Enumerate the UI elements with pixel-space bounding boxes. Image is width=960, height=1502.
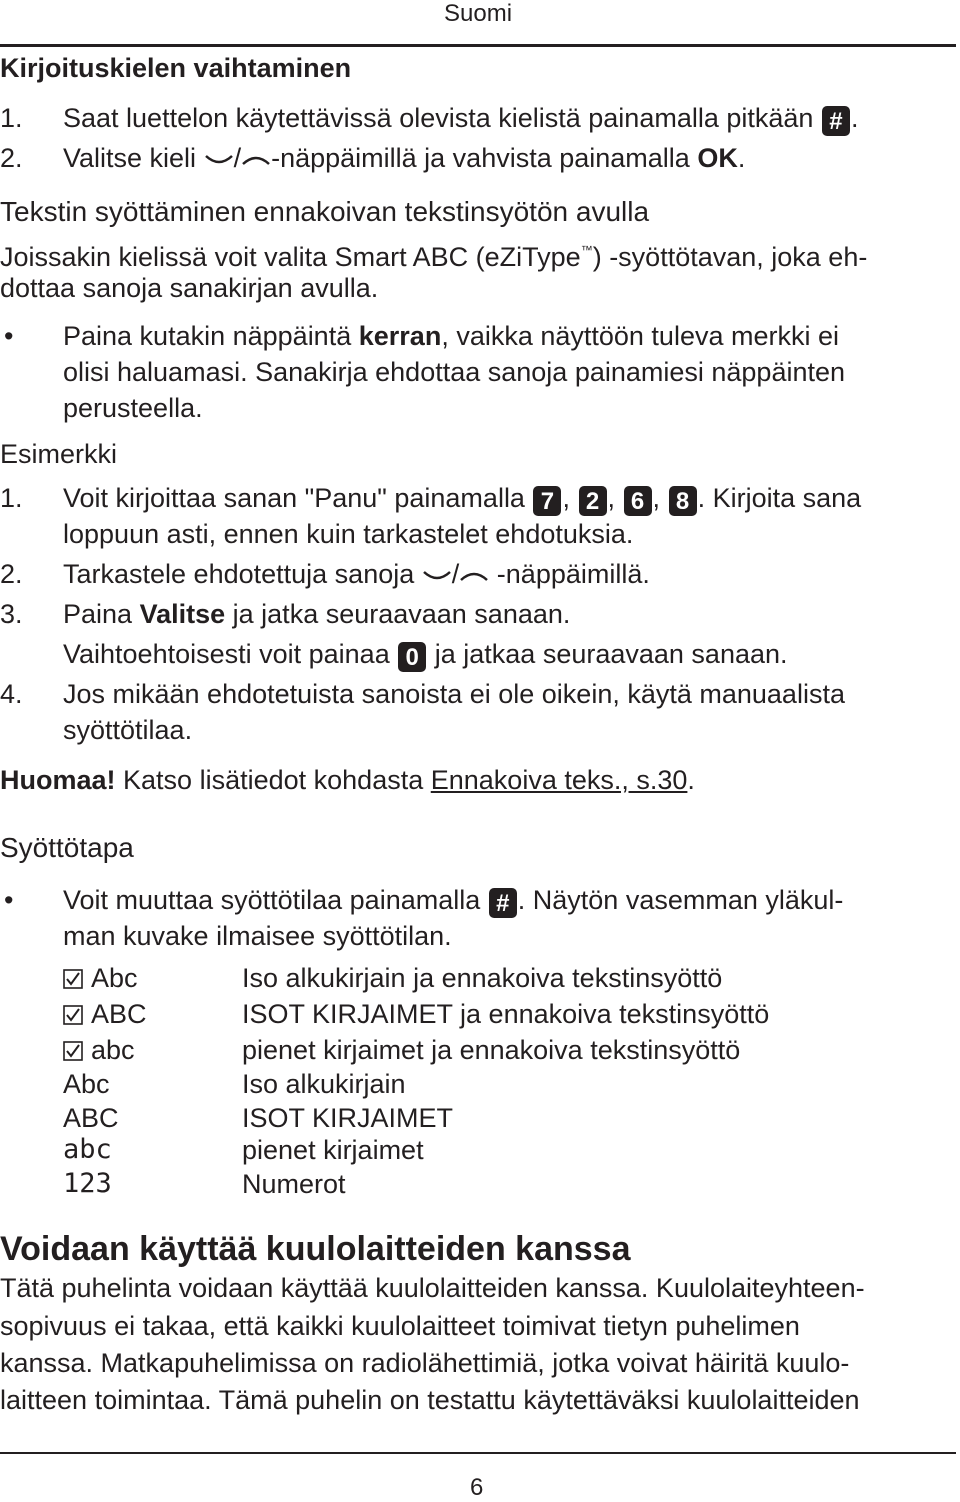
key-7-icon: 7	[533, 486, 561, 516]
mode-icon-predictive-abc-upper	[63, 996, 147, 1032]
bullet-text: Voit muuttaa syöttötilaa painamalla	[63, 885, 481, 915]
example-text: ja jatkaa seuraavaan sanaan.	[434, 639, 788, 669]
nav-down-icon	[204, 150, 234, 170]
predictive-intro-line-1	[0, 232, 867, 275]
step-number: 3.	[0, 599, 23, 629]
bullet-text: , vaikka näyttöön tuleva merkki ei	[441, 321, 839, 351]
section-title-language: Kirjoituskielen vaihtaminen	[0, 53, 352, 83]
mode-description: Iso alkukirjain	[242, 1069, 406, 1099]
note-text: Katso lisätiedot kohdasta	[123, 765, 424, 795]
example-step-1-line-2: loppuun asti, ennen kuin tarkastelet ehdotuksia.	[63, 519, 634, 549]
intro-text: ) -syöttötavan, joka eh-	[592, 242, 868, 272]
bullet-line-2: olisi haluamasi. Sanakirja ehdottaa sanoja painamiesi näppäinten	[63, 357, 846, 387]
example-step-3	[63, 596, 570, 632]
example-text: Vaihtoehtoisesti voit painaa	[63, 639, 390, 669]
section-title-hearing-aids: Voidaan käyttää kuulolaitteiden kanssa	[0, 1230, 631, 1268]
example-step-1-line-1	[63, 480, 861, 516]
separator: ,	[607, 483, 616, 513]
bold-word: kerran	[358, 321, 442, 351]
cross-reference-link[interactable]: Ennakoiva teks., s.30	[430, 765, 688, 795]
intro-text: Joissakin kielissä voit valita Smart ABC (eZiType	[0, 242, 581, 272]
language-step-2	[63, 140, 745, 176]
section-title-predictive: Tekstin syöttäminen ennakoivan tekstinsyötön avulla	[0, 196, 650, 227]
hearing-line-4: laitteen toimintaa. Tämä puhelin on testattu käytettäväksi kuulolaitteiden	[0, 1385, 860, 1415]
example-step-4-line-1: Jos mikään ehdotetuista sanoista ei ole oikein, käytä manuaalista	[63, 679, 845, 709]
example-text: Tarkastele ehdotettuja sanoja	[63, 559, 415, 589]
mode-description: ISOT KIRJAIMET ja ennakoiva tekstinsyöttö	[242, 999, 770, 1029]
mode-description: ISOT KIRJAIMET	[242, 1103, 454, 1133]
section-title-input-mode: Syöttötapa	[0, 832, 134, 863]
mode-description: pienet kirjaimet	[242, 1135, 424, 1165]
mode-icon-abc-lower: abc	[63, 1134, 112, 1165]
key-6-icon: 6	[624, 486, 652, 516]
key-8-icon: 8	[669, 486, 697, 516]
mode-icon-abc-capital: Abc	[63, 1069, 110, 1099]
header-language: Suomi	[444, 0, 513, 27]
example-text: -näppäimillä.	[496, 559, 650, 589]
punctuation: .	[737, 143, 746, 173]
hearing-line-3: kanssa. Matkapuhelimissa on radiolähettimiä, jotka voivat häiritä kuulo-	[0, 1348, 850, 1378]
nav-up-icon	[459, 566, 489, 586]
hearing-line-2: sopivuus ei takaa, että kaikki kuulolaitteet toimivat tietyn puhelimen	[0, 1311, 800, 1341]
bottom-divider	[0, 1452, 956, 1454]
hash-key-icon: #	[822, 106, 850, 136]
step-text: Valitse kieli	[63, 143, 197, 173]
step-number: 2.	[0, 143, 23, 173]
separator: ,	[652, 483, 661, 513]
example-text: Voit kirjoittaa sanan "Panu" painamalla	[63, 483, 525, 513]
key-2-icon: 2	[579, 486, 607, 516]
mode-icon-text: abc	[91, 1035, 135, 1065]
step-number: 4.	[0, 679, 23, 709]
mode-description: Iso alkukirjain ja ennakoiva tekstinsyöttö	[242, 963, 723, 993]
bullet: •	[4, 321, 14, 351]
mode-icon-predictive-abc-capital	[63, 960, 138, 996]
predictive-intro-line-2: dottaa sanoja sanakirjan avulla.	[0, 273, 379, 303]
note-label: Huomaa!	[0, 765, 116, 795]
step-text: Saat luettelon käytettävissä olevista kielistä painamalla pitkään	[63, 103, 814, 133]
hash-key-icon: #	[489, 888, 517, 918]
example-text: Paina	[63, 599, 133, 629]
predictive-check-icon	[63, 1041, 83, 1061]
key-0-icon: 0	[398, 642, 426, 672]
top-divider	[0, 44, 956, 47]
hearing-line-1: Tätä puhelinta voidaan käyttää kuulolaitteiden kanssa. Kuulolaiteyhteen-	[0, 1273, 865, 1303]
bullet-line-1	[63, 318, 839, 354]
example-step-4-line-2: syöttötilaa.	[63, 715, 193, 745]
nav-down-icon	[422, 566, 452, 586]
step-number: 2.	[0, 559, 23, 589]
mode-description: pienet kirjaimet ja ennakoiva tekstinsyöttö	[242, 1035, 741, 1065]
page-number: 6	[470, 1474, 484, 1501]
mode-icon-text: Abc	[91, 963, 138, 993]
mode-description: Numerot	[242, 1169, 346, 1199]
mode-icon-abc-upper: ABC	[63, 1103, 119, 1133]
language-step-1	[63, 100, 858, 136]
bullet: •	[4, 885, 14, 915]
punctuation: .	[850, 103, 859, 133]
nav-up-icon	[241, 150, 271, 170]
slash: /	[451, 559, 460, 589]
example-step-2	[63, 556, 650, 592]
trademark-symbol: ™	[580, 243, 593, 257]
mode-icon-numeric: 123	[63, 1168, 112, 1199]
bullet-text: Paina kutakin näppäintä	[63, 321, 352, 351]
bullet-line-3: perusteella.	[63, 393, 203, 423]
predictive-check-icon	[63, 1005, 83, 1025]
step-text: -näppäimillä ja vahvista painamalla	[271, 143, 690, 173]
ok-key-label: OK	[697, 143, 738, 173]
example-step-3-alt	[63, 636, 788, 672]
step-number: 1.	[0, 483, 23, 513]
example-title: Esimerkki	[0, 439, 118, 469]
predictive-check-icon	[63, 969, 83, 989]
step-number: 1.	[0, 103, 23, 133]
slash: /	[233, 143, 242, 173]
example-text: . Kirjoita sana	[697, 483, 862, 513]
separator: ,	[562, 483, 570, 513]
punctuation: .	[687, 765, 695, 795]
mode-icon-predictive-abc-lower	[63, 1032, 135, 1068]
input-mode-line-1	[63, 882, 843, 918]
mode-icon-text: ABC	[91, 999, 147, 1029]
softkey-label: Valitse	[139, 599, 226, 629]
note	[0, 762, 695, 798]
input-mode-line-2: man kuvake ilmaisee syöttötilan.	[63, 921, 452, 951]
bullet-text: . Näytön vasemman yläkul-	[517, 885, 844, 915]
example-text: ja jatka seuraavaan sanaan.	[232, 599, 571, 629]
